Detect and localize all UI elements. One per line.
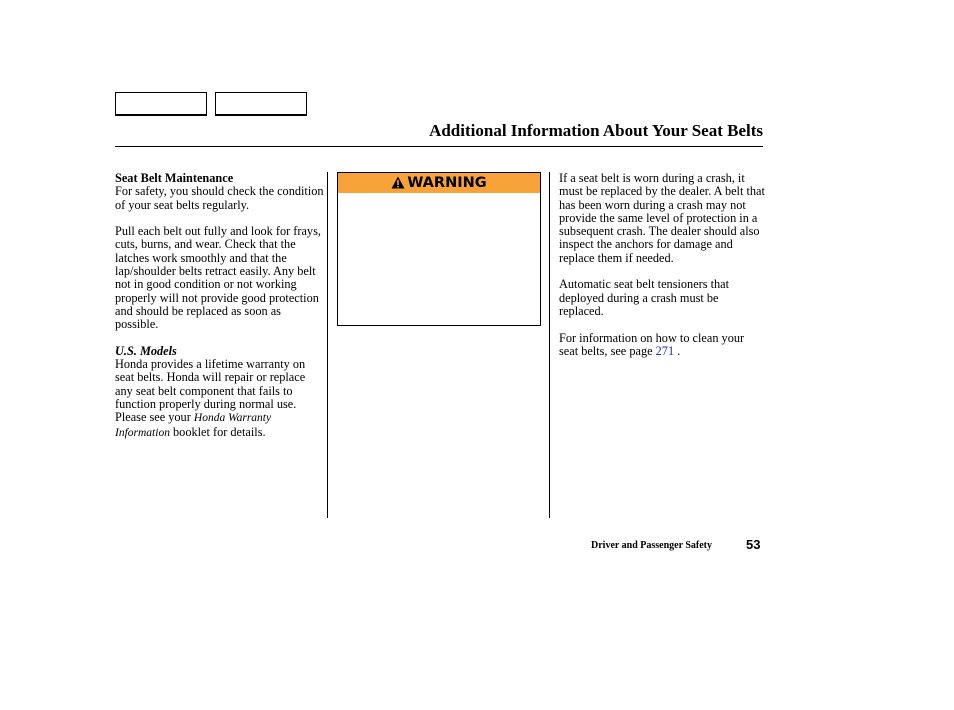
warning-label: WARNING — [407, 175, 487, 191]
paragraph-text: Honda provides a lifetime warranty on seat belts. Honda will repair or replace any seat belt component that fails to function properly during normal use. Please see your — [115, 357, 306, 425]
page-link[interactable]: 271 — [655, 343, 675, 358]
paragraph: If a seat belt is worn during a crash, it must be replaced by the dealer. A belt that has been worn during a crash may not provide the same level of protection in a subsequent crash. The dealer should also inspect the anchors for damage and replace them if needed. — [559, 171, 765, 265]
nav-next-button[interactable] — [215, 92, 307, 116]
section-heading: Seat Belt Maintenance — [115, 171, 234, 185]
left-column — [115, 172, 325, 453]
paragraph: Pull each belt out fully and look for frays, cuts, burns, and wear. Check that the latches work smoothly and that the lap/shoulder belts retract easily. Any belt not in good condition or not working properly will not provide good protection and should be replaced as soon as possible. — [115, 224, 321, 332]
maintenance-section — [115, 172, 325, 212]
warning-header — [338, 173, 540, 193]
paragraph: For safety, you should check the condition of your seat belts regularly. — [115, 184, 324, 212]
booklet-title: Honda Warranty Information — [115, 412, 272, 439]
warranty-section — [115, 345, 325, 440]
paragraph-text: For information on how to clean your seat belts, see page — [559, 330, 745, 358]
column-divider — [549, 172, 550, 518]
page-title: Additional Information About Your Seat Belts — [115, 120, 763, 147]
nav-previous-button[interactable] — [115, 92, 207, 116]
page-number: 53 — [746, 537, 761, 552]
cleaning-reference — [559, 332, 765, 359]
subheading: U.S. Models — [115, 343, 177, 358]
warning-triangle-icon — [391, 175, 405, 195]
paragraph-text: booklet for details. — [169, 424, 266, 439]
footer-section-label: Driver and Passenger Safety — [591, 540, 713, 551]
paragraph: Automatic seat belt tensioners that deployed during a crash must be replaced. — [559, 277, 730, 318]
paragraph-text: . — [674, 343, 681, 358]
column-divider — [327, 172, 328, 518]
warning-box — [337, 172, 541, 326]
right-column — [559, 172, 765, 371]
